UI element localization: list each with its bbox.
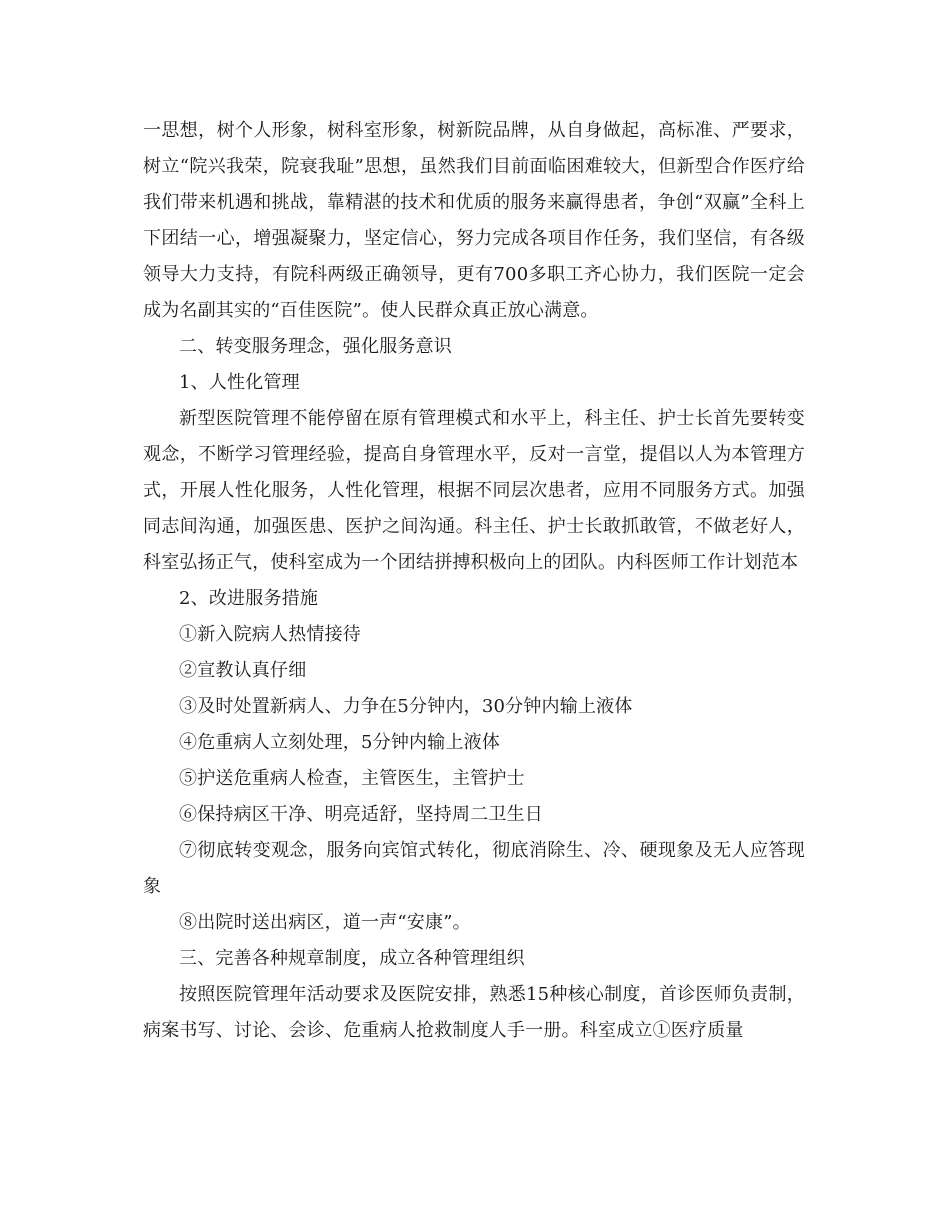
list-item: ⑦彻底转变观念，服务向宾馆式转化，彻底消除生、冷、硬现象及无人应答现象 [143,840,805,897]
subheading-service-measures: 2、改进服务措施 [179,588,319,609]
paragraph-management: 新型医院管理不能停留在原有管理模式和水平上，科主任、护士长首先要转变观念，不断学习管理经验，提高自身管理水平，反对一言堂，提倡以人为本管理方式，开展人性化服务，人性化管理，根据不同层次患者，应用不同服务方式。加强同志间沟通，加强医患、医护之间沟通。科主任、护士长敢抓敢管，不做老好人，科室弘扬正气，使科室成为一个团结拼搏积极向上的团队。内科医师工作计划范本 [143,408,805,573]
paragraph-intro: 一思想，树个人形象，树科室形象，树新院品牌，从自身做起，高标准、严要求，树立“院兴我荣，院衰我耻”思想，虽然我们目前面临困难较大，但新型合作医疗给我们带来机遇和挑战，靠精湛的技术和优质的服务来赢得患者，争创“双赢”全科上下团结一心，增强凝聚力，坚定信心，努力完成各项目作任务，我们坚信，有各级领导大力支持，有院科两级正确领导，更有700多职工齐心协力，我们医院一定会成为名副其实的“百佳医院”。使人民群众真正放心满意。 [143,120,805,321]
document-body [143,113,805,1049]
section-heading-2: 二、转变服务理念，强化服务意识 [179,336,452,357]
paragraph-regulations: 按照医院管理年活动要求及医院安排，熟悉15种核心制度，首诊医师负责制，病案书写、讨论、会诊、危重病人抢救制度人手一册。科室成立①医疗质量 [143,984,805,1041]
section-heading-3: 三、完善各种规章制度，成立各种管理组织 [179,948,525,969]
list-item: ①新入院病人热情接待 [179,624,361,645]
list-item: ⑧出院时送出病区，道一声“安康”。 [179,912,471,933]
list-item: ②宣教认真仔细 [179,660,307,681]
subheading-humanized-management: 1、人性化管理 [179,372,300,393]
list-item: ④危重病人立刻处理，5分钟内输上液体 [179,732,501,753]
list-item: ⑤护送危重病人检查，主管医生，主管护士 [179,768,525,789]
list-item: ⑥保持病区干净、明亮适舒，坚持周二卫生日 [179,804,543,825]
list-item: ③及时处置新病人、力争在5分钟内，30分钟内输上液体 [179,696,633,717]
